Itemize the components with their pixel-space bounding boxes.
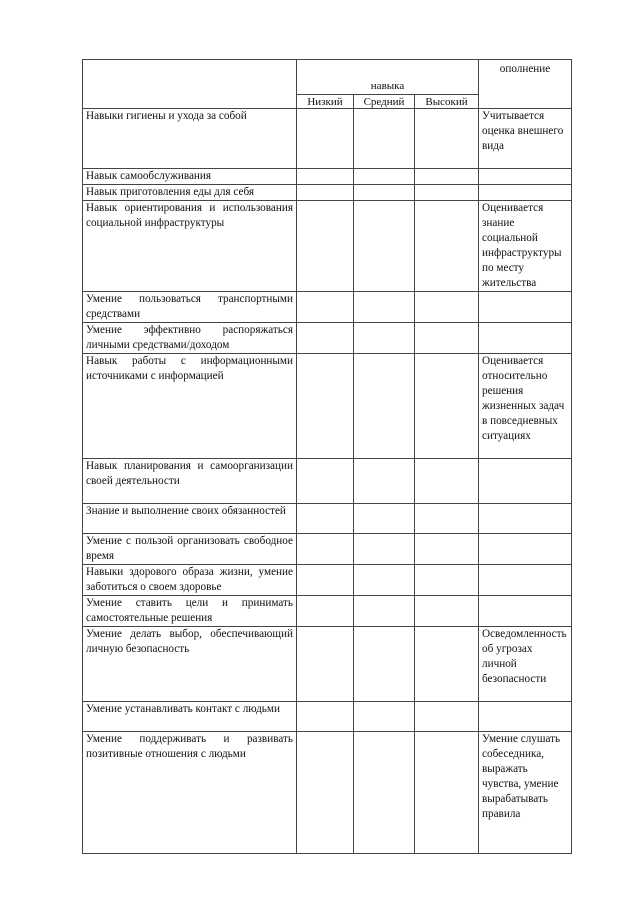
level-high-cell [415, 292, 479, 323]
level-high-cell [415, 169, 479, 185]
skill-name: Умение поддерживать и развивать позитивные отношения с людьми [83, 732, 297, 854]
level-high-cell [415, 534, 479, 565]
skill-name: Умение ставить цели и принимать самостоятельные решения [83, 596, 297, 627]
level-high-cell [415, 596, 479, 627]
header-row-top [83, 60, 572, 95]
table-row [83, 732, 572, 854]
skill-name: Умение с пользой организовать свободное время [83, 534, 297, 565]
level-high-cell [415, 185, 479, 201]
table-row [83, 565, 572, 596]
level-high-cell [415, 201, 479, 292]
level-medium-cell [354, 702, 415, 732]
note-cell [479, 534, 572, 565]
skill-name: Умение пользоваться транспортными средствами [83, 292, 297, 323]
note-cell: Оценивается относительно решения жизненных задач в повседневных ситуациях [479, 354, 572, 459]
header-level-high: Высокий [415, 95, 479, 109]
note-cell [479, 169, 572, 185]
table-row [83, 201, 572, 292]
level-medium-cell [354, 565, 415, 596]
table-row [83, 323, 572, 354]
skill-name: Умение делать выбор, обеспечивающий личную безопасность [83, 627, 297, 702]
skill-name: Знание и выполнение своих обязанностей [83, 504, 297, 534]
level-low-cell [297, 185, 354, 201]
note-cell [479, 459, 572, 504]
note-cell: Осведомленность об угрозах личной безопасности [479, 627, 572, 702]
level-low-cell [297, 627, 354, 702]
header-level-title: навыка [297, 60, 479, 95]
level-medium-cell [354, 732, 415, 854]
level-medium-cell [354, 534, 415, 565]
level-low-cell [297, 534, 354, 565]
note-cell [479, 323, 572, 354]
level-high-cell [415, 732, 479, 854]
level-low-cell [297, 732, 354, 854]
table-row [83, 354, 572, 459]
level-medium-cell [354, 292, 415, 323]
level-low-cell [297, 292, 354, 323]
level-high-cell [415, 459, 479, 504]
level-medium-cell [354, 169, 415, 185]
level-high-cell [415, 702, 479, 732]
table-row [83, 596, 572, 627]
skill-name: Умение эффективно распоряжаться личными средствами/доходом [83, 323, 297, 354]
skill-name: Навыки гигиены и ухода за собой [83, 109, 297, 169]
level-low-cell [297, 169, 354, 185]
note-cell [479, 292, 572, 323]
table-row [83, 459, 572, 504]
level-low-cell [297, 596, 354, 627]
header-extra-title: ополнение [479, 60, 572, 109]
table-row [83, 534, 572, 565]
level-medium-cell [354, 185, 415, 201]
table-row [83, 504, 572, 534]
skill-name: Навык самообслуживания [83, 169, 297, 185]
header-skill-cell [83, 60, 297, 109]
level-high-cell [415, 565, 479, 596]
table-row [83, 169, 572, 185]
note-cell: Оценивается знание социальной инфраструктуры по месту жительства [479, 201, 572, 292]
skill-name: Навык ориентирования и использования социальной инфраструктуры [83, 201, 297, 292]
note-cell [479, 565, 572, 596]
level-low-cell [297, 565, 354, 596]
header-level-low: Низкий [297, 95, 354, 109]
level-medium-cell [354, 504, 415, 534]
skill-name: Навык работы с информационными источниками с информацией [83, 354, 297, 459]
level-low-cell [297, 459, 354, 504]
note-cell: Учитывается оценка внешнего вида [479, 109, 572, 169]
level-high-cell [415, 323, 479, 354]
level-high-cell [415, 109, 479, 169]
note-cell [479, 702, 572, 732]
level-high-cell [415, 627, 479, 702]
note-cell: Умение слушать собеседника, выражать чувства, умение вырабатывать правила [479, 732, 572, 854]
skill-name: Навык приготовления еды для себя [83, 185, 297, 201]
level-low-cell [297, 354, 354, 459]
note-cell [479, 185, 572, 201]
level-medium-cell [354, 627, 415, 702]
level-medium-cell [354, 323, 415, 354]
skill-name: Навык планирования и самоорганизации своей деятельности [83, 459, 297, 504]
level-low-cell [297, 109, 354, 169]
level-high-cell [415, 354, 479, 459]
table-row [83, 185, 572, 201]
level-medium-cell [354, 201, 415, 292]
note-cell [479, 596, 572, 627]
level-medium-cell [354, 459, 415, 504]
level-medium-cell [354, 109, 415, 169]
table-row [83, 627, 572, 702]
level-low-cell [297, 201, 354, 292]
note-cell [479, 504, 572, 534]
header-level-medium: Средний [354, 95, 415, 109]
table-row [83, 702, 572, 732]
skill-name: Навыки здорового образа жизни, умение заботиться о своем здоровье [83, 565, 297, 596]
level-medium-cell [354, 354, 415, 459]
skills-assessment-table [82, 59, 572, 854]
level-low-cell [297, 504, 354, 534]
level-low-cell [297, 702, 354, 732]
skill-name: Умение устанавливать контакт с людьми [83, 702, 297, 732]
level-medium-cell [354, 596, 415, 627]
table-row [83, 109, 572, 169]
level-high-cell [415, 504, 479, 534]
level-low-cell [297, 323, 354, 354]
table-row [83, 292, 572, 323]
